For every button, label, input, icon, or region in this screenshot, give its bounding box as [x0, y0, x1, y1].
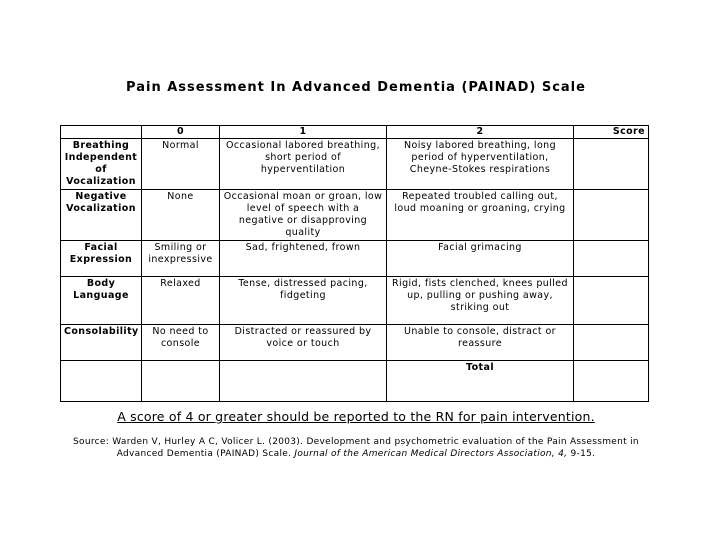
row-cell-2: Rigid, fists clenched, knees pulled up, pulling or pushing away, striking out	[387, 277, 574, 325]
source-text: Source: Warden V, Hurley A C, Volicer L. (2003). Development and psychometric evaluation of the Pain Assessment in Advanced Dementia (PAINAD) Scale.	[73, 437, 639, 459]
row-category: Facial Expression	[61, 241, 142, 277]
table-row	[61, 325, 649, 361]
row-cell-1: Sad, frightened, frown	[220, 241, 387, 277]
row-cell-0: Normal	[142, 139, 220, 190]
row-cell-1: Occasional moan or groan, low level of speech with a negative or disapproving quality	[220, 190, 387, 241]
header-row	[61, 126, 649, 139]
row-cell-2: Repeated troubled calling out, loud moaning or groaning, crying	[387, 190, 574, 241]
source-citation	[70, 436, 642, 460]
row-cell-1: Occasional labored breathing, short period of hyperventilation	[220, 139, 387, 190]
row-category: Negative Vocalization	[61, 190, 142, 241]
header-score-2: 2	[387, 126, 574, 139]
row-cell-2: Facial grimacing	[387, 241, 574, 277]
header-score-0: 0	[142, 126, 220, 139]
source-pages: 9-15.	[570, 449, 596, 459]
row-cell-0: Smiling or inexpressive	[142, 241, 220, 277]
total-score-cell	[574, 361, 649, 402]
row-category: Consolability	[61, 325, 142, 361]
row-cell-2: Unable to console, distract or reassure	[387, 325, 574, 361]
table-row	[61, 241, 649, 277]
header-category	[61, 126, 142, 139]
row-cell-0: Relaxed	[142, 277, 220, 325]
painad-table	[60, 125, 649, 402]
total-row	[61, 361, 649, 402]
total-empty-cell	[220, 361, 387, 402]
header-score: Score	[574, 126, 649, 139]
row-cell-2: Noisy labored breathing, long period of hyperventilation, Cheyne-Stokes respirations	[387, 139, 574, 190]
total-empty-cell	[142, 361, 220, 402]
total-empty-cell	[61, 361, 142, 402]
row-category: Breathing Independent of Vocalization	[61, 139, 142, 190]
header-score-1: 1	[220, 126, 387, 139]
table-row	[61, 139, 649, 190]
score-cell	[574, 325, 649, 361]
row-cell-0: None	[142, 190, 220, 241]
row-cell-0: No need to console	[142, 325, 220, 361]
score-cell	[574, 277, 649, 325]
score-cell	[574, 190, 649, 241]
table-row	[61, 190, 649, 241]
row-category: Body Language	[61, 277, 142, 325]
score-cell	[574, 139, 649, 190]
journal-name: Journal of the American Medical Directors Association, 4,	[294, 449, 568, 459]
row-cell-1: Distracted or reassured by voice or touch	[220, 325, 387, 361]
page-title: Pain Assessment In Advanced Dementia (PAINAD) Scale	[126, 80, 586, 95]
scoring-note: A score of 4 or greater should be reported to the RN for pain intervention.	[117, 409, 595, 424]
table-row	[61, 277, 649, 325]
total-label: Total	[387, 361, 574, 402]
score-cell	[574, 241, 649, 277]
row-cell-1: Tense, distressed pacing, fidgeting	[220, 277, 387, 325]
